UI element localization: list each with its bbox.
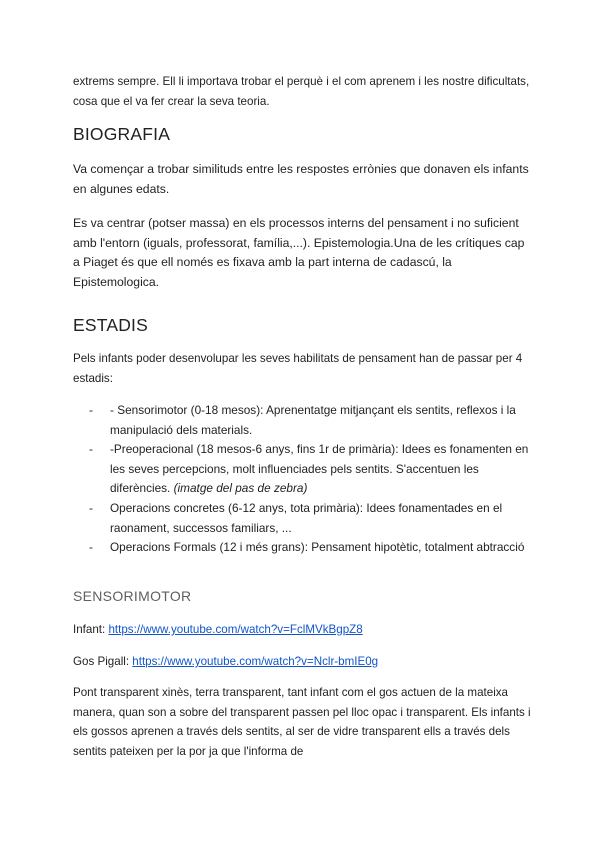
biografia-paragraph-2: Es va centrar (potser massa) en els processos interns del pensament i no suficient amb l'entorn (iguals, professorat, família,...). Epistemologia.Una de les crítiques cap a Piaget és que ell només es fixava amb la part interna de cadascú, la Epistemologica. [73, 216, 525, 289]
infant-label: Infant: [73, 623, 106, 636]
list-bullet: - [89, 540, 93, 555]
sensorimotor-paragraph: Pont transparent xinès, terra transparent, tant infant com el gos actuen de la mateixa manera, quan son a sobre del transparent passen pel lloc opac i transparent. Els infants i els gossos aprenen a través dels sentits, al ser de vidre transparent ells a través dels sentits pateixen per la por ja que l'informa de [73, 686, 531, 758]
gos-video-link[interactable]: https://www.youtube.com/watch?v=Nclr-bmIE0g [132, 655, 379, 668]
gos-link-line [73, 652, 533, 672]
sensorimotor-heading: SENSORIMOTOR [73, 588, 192, 604]
biografia-heading: BIOGRAFIA [73, 124, 171, 144]
list-bullet: - [89, 442, 93, 457]
estadis-list [73, 401, 533, 558]
list-item [73, 499, 533, 538]
intro-paragraph: extrems sempre. Ell li importava trobar el perquè i el com aprenem i les nostre dificultats, cosa que el va fer crear la seva teoria. [73, 75, 530, 108]
infant-video-link[interactable]: https://www.youtube.com/watch?v=FclMVkBgpZ8 [108, 623, 363, 636]
list-item [73, 401, 533, 440]
list-item [73, 440, 533, 499]
list-bullet: - [89, 500, 93, 515]
estadis-intro: Pels infants poder desenvolupar les seves habilitats de pensament han de passar per 4 estadis: [73, 352, 523, 385]
list-bullet: - [89, 403, 93, 417]
list-item-note: (imatge del pas de zebra) [173, 481, 308, 496]
estadis-heading: ESTADIS [73, 315, 148, 335]
list-item-text: - Sensorimotor (0-18 mesos): Aprenentatge mitjançant els sentits, reflexos i la manipulació dels materials. [110, 403, 516, 437]
gos-label: Gos Pigall: [73, 655, 130, 668]
list-item [73, 538, 533, 558]
biografia-paragraph-1: Va començar a trobar similituds entre les respostes errònies que donaven els infants en algunes edats. [73, 162, 529, 196]
list-item-text: Operacions concretes (6-12 anys, tota primària): Idees fonamentades en el raonament, successos familiars, ... [110, 500, 503, 535]
list-item-text: Operacions Formals (12 i més grans): Pensament hipotètic, totalment abtracció [110, 540, 525, 555]
list-item-text: -Preoperacional (18 mesos-6 anys, fins 1r de primària): Idees es fonamenten en les seves percepcions, molt influenciades pels sentits. S'accentuen les diferències. [110, 442, 529, 496]
infant-link-line [73, 620, 533, 640]
